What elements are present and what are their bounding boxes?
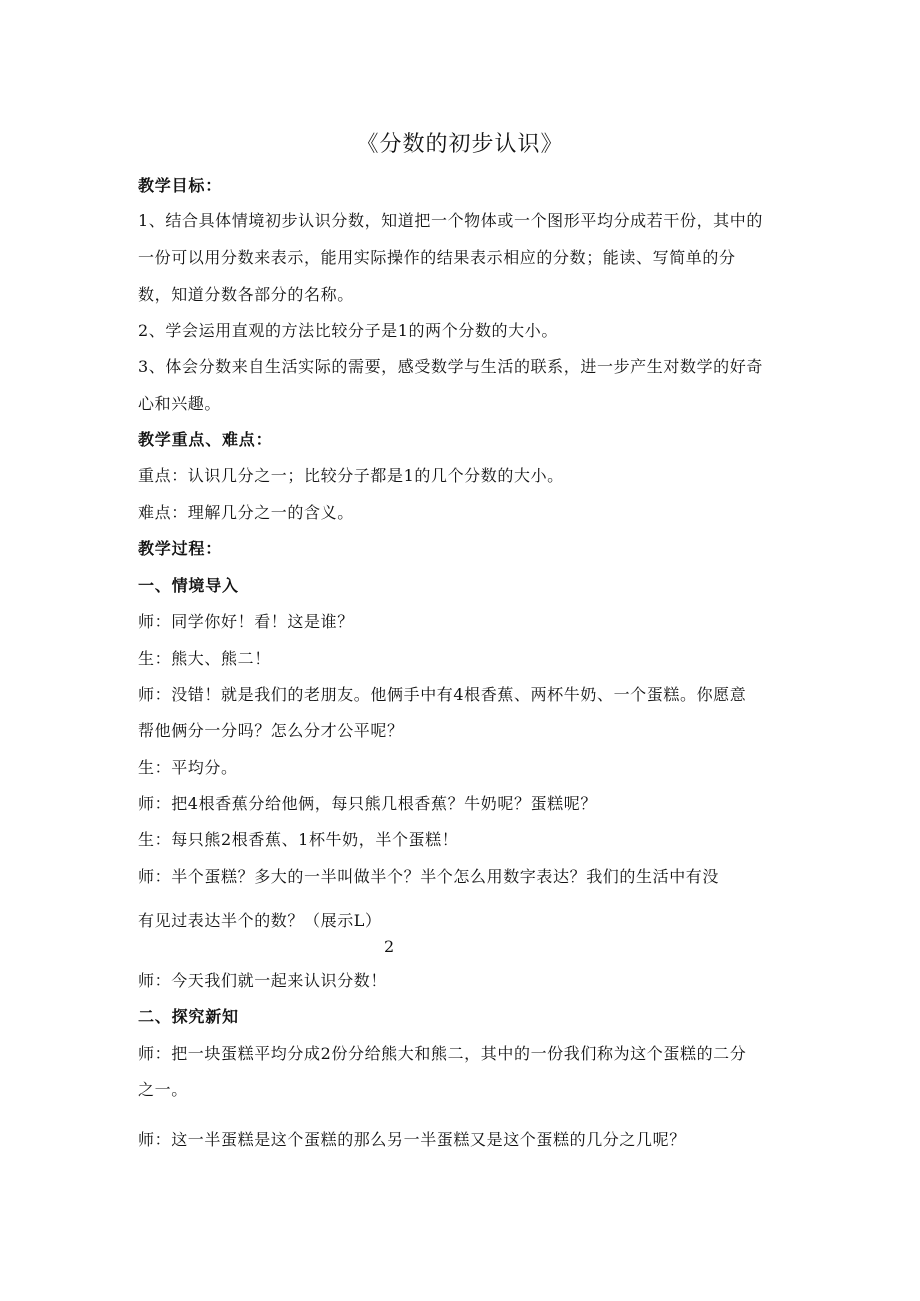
dialogue-line: 生：平均分。 <box>138 758 238 777</box>
goal-1-line-1: 1、结合具体情境初步认识分数，知道把一个物体或一个图形平均分成若干份，其中的 <box>138 211 763 230</box>
key-point-difficulty: 难点：理解几分之一的含义。 <box>138 503 354 522</box>
dialogue-line: 师：同学你好！看！这是谁？ <box>138 612 354 631</box>
dialogue-line: 师：今天我们就一起来认识分数！ <box>138 971 388 990</box>
dialogue-line: 师：半个蛋糕？多大的一半叫做半个？半个怎么用数字表达？我们的生活中有没 <box>138 867 720 886</box>
goals-heading: 教学目标： <box>138 176 223 195</box>
key-points-heading: 教学重点、难点： <box>138 430 273 449</box>
fraction-denominator: 2 <box>384 937 395 956</box>
section-1-heading: 一、情境导入 <box>138 576 239 595</box>
dialogue-line: 帮他俩分一分吗？怎么分才公平呢？ <box>138 721 404 740</box>
document-title: 《分数的初步认识》 <box>356 132 564 157</box>
goal-1-line-2: 一份可以用分数来表示，能用实际操作的结果表示相应的分数；能读、写简单的分 <box>138 248 736 267</box>
section-2-heading: 二、探究新知 <box>138 1007 239 1026</box>
goal-3-line-2: 心和兴趣。 <box>138 394 222 413</box>
goal-2: 2、学会运用直观的方法比较分子是1的两个分数的大小。 <box>138 321 558 340</box>
dialogue-line: 之一。 <box>138 1080 188 1099</box>
dialogue-line: 师：把一块蛋糕平均分成2份分给熊大和熊二，其中的一份我们称为这个蛋糕的二分 <box>138 1044 747 1063</box>
goal-1-line-3: 数，知道分数各部分的名称。 <box>138 285 354 304</box>
dialogue-line: 师：没错！就是我们的老朋友。他俩手中有4根香蕉、两杯牛奶、一个蛋糕。你愿意 <box>138 685 747 704</box>
dialogue-line: 师：这一半蛋糕是这个蛋糕的那么另一半蛋糕又是这个蛋糕的几分之几呢？ <box>138 1130 686 1149</box>
dialogue-line: 有见过表达半个的数？（展示L） <box>138 911 382 930</box>
goal-3-line-1: 3、体会分数来自生活实际的需要，感受数学与生活的联系，进一步产生对数学的好奇 <box>138 357 763 376</box>
dialogue-line: 师：把4根香蕉分给他俩，每只熊几根香蕉？牛奶呢？蛋糕呢？ <box>138 794 597 813</box>
key-point-focus: 重点：认识几分之一；比较分子都是1的几个分数的大小。 <box>138 466 564 485</box>
process-heading: 教学过程： <box>138 539 223 558</box>
dialogue-line: 生：熊大、熊二！ <box>138 649 271 668</box>
dialogue-line: 生：每只熊2根香蕉、1杯牛奶，半个蛋糕！ <box>138 830 459 849</box>
